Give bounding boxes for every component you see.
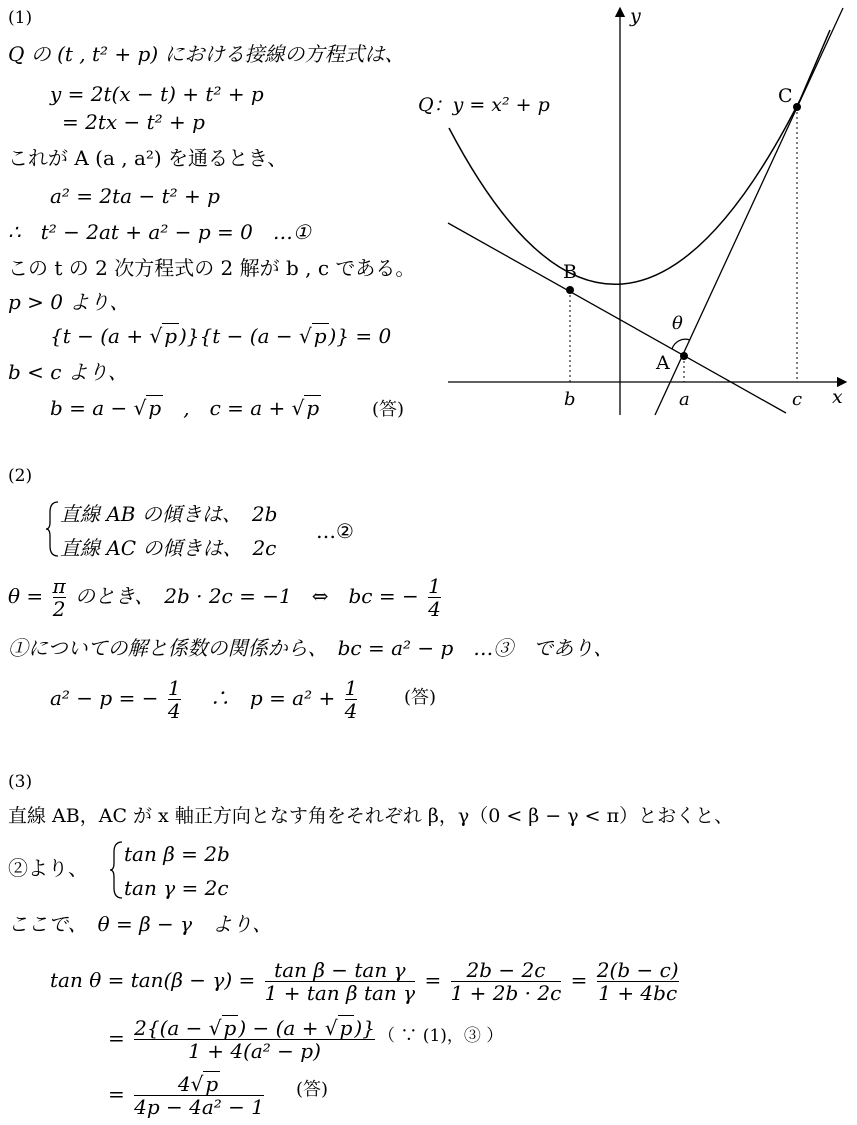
equals-2: = <box>570 968 588 992</box>
point-c-label: C <box>778 85 793 107</box>
part1-intro: Q の (t , t² + p) における接線の方程式は、 <box>8 42 405 66</box>
equation-a: a² = 2ta − t² + p <box>50 184 220 208</box>
brace-2 <box>46 500 60 558</box>
answer-separator: , <box>163 396 210 420</box>
answer-mark-3: (答) <box>296 1079 329 1100</box>
tick-c-label: c <box>792 389 803 410</box>
parabola-curve <box>449 30 830 284</box>
point-b-label: B <box>563 261 577 283</box>
quarter-num: 1 <box>428 574 441 598</box>
angle-label: θ <box>672 313 683 334</box>
frac-3-den: 1 + 4bc <box>598 981 678 1005</box>
from-2: ②より、 <box>8 856 88 880</box>
frac-4 <box>134 1017 375 1062</box>
point-a-label: A <box>656 352 670 374</box>
b-less-c: b < c より、 <box>8 360 128 384</box>
answer-mark-2: (答) <box>404 687 437 708</box>
result-p <box>50 672 360 724</box>
vieta-relation: ①についての解と係数の関係から、 bc = a² − p …③ であり、 <box>8 636 614 660</box>
frac-1-num: tan β − tan γ <box>274 958 406 982</box>
theta-difference: ここで、 θ = β − γ より、 <box>8 912 273 936</box>
tick-a-label: a <box>679 389 690 410</box>
result-frac-2 <box>345 677 358 722</box>
frac-5-num <box>134 1073 264 1095</box>
tan-theta-lhs: tan θ = tan(β − γ) = <box>50 968 256 992</box>
factor-part-c: )}{t − (a − <box>179 324 299 348</box>
theta-condition <box>8 570 444 622</box>
axis-x-label: x <box>832 386 843 408</box>
frac-4-num-e: )} <box>354 1016 375 1040</box>
axis-y-label: y <box>630 5 641 27</box>
frac-2-num: 2b − 2c <box>466 958 546 982</box>
frac-2 <box>451 959 562 1004</box>
part3-intro: 直線 AB，AC が x 軸正方向となす角をそれぞれ β，γ（0 < β − γ < π）とおくと、 <box>8 805 734 827</box>
sqrt-symbol <box>191 1072 204 1096</box>
result-frac-1 <box>168 677 181 722</box>
result-mid: ∴ p = a² + <box>189 686 336 710</box>
equals-3: = <box>108 1026 125 1050</box>
quadratic-eq-1: ∴ t² − 2at + a² − p = 0 …① <box>8 220 311 244</box>
frac-5 <box>134 1073 264 1118</box>
pi-den: 2 <box>52 597 66 621</box>
sqrt-symbol <box>209 1016 222 1040</box>
p-condition: p > 0 より、 <box>8 290 130 314</box>
frac-4-num-b: p <box>223 1016 237 1040</box>
roots-statement: この t の 2 次方程式の 2 解が b , c である。 <box>8 256 416 280</box>
sqrt-symbol <box>325 1016 338 1040</box>
tangent-eq-2: = 2tx − t² + p <box>62 110 205 134</box>
tan-beta: tan β = 2b <box>124 842 230 866</box>
factor-sqrt-1: p <box>164 324 177 348</box>
frac-2-den: 1 + 2b · 2c <box>450 981 562 1005</box>
final-line <box>108 1066 267 1122</box>
part1-label: (1) <box>8 8 33 28</box>
theta-post: のとき、 2b · 2c = −1 ⇔ bc = − <box>75 584 419 608</box>
pi-over-2 <box>53 575 66 620</box>
tangent-line-ab <box>448 223 786 413</box>
equals-1: = <box>424 968 442 992</box>
frac-3-num: 2(b − c) <box>596 958 679 982</box>
frac-5-num-a: 4 <box>177 1072 191 1096</box>
substitution-line <box>108 1010 378 1066</box>
frac-5-den: 4p − 4a² − 1 <box>134 1095 264 1119</box>
frac-4-num-a: 2{(a − <box>134 1016 209 1040</box>
result-frac-1-den: 4 <box>167 699 181 723</box>
result-frac-2-num: 1 <box>344 676 358 700</box>
because-note: （ ∵ (1)，③ ） <box>378 1026 504 1046</box>
frac-4-den: 1 + 4(a² − p) <box>134 1039 375 1062</box>
frac-4-num-c: ) − (a + <box>238 1016 325 1040</box>
tick-b-label: b <box>564 389 576 410</box>
slope-ac: 直線 AC の傾きは、 2c <box>60 536 277 560</box>
theta-pre: θ = <box>8 584 44 608</box>
ref-2: …② <box>316 519 354 543</box>
factor-part-a: {t − (a + <box>50 324 150 348</box>
tan-theta-expansion <box>50 952 682 1008</box>
part3-label: (3) <box>8 772 33 792</box>
tan-gamma: tan γ = 2c <box>124 876 229 900</box>
pi-num: π <box>52 574 66 598</box>
result-frac-2-den: 4 <box>344 699 358 723</box>
factor-sqrt-2: p <box>313 324 327 348</box>
frac-3 <box>597 959 679 1004</box>
answer-mark-1: (答) <box>372 399 405 420</box>
answer-c-sqrt: p <box>306 396 320 420</box>
curve-label: Q：y = x² + p <box>418 94 550 116</box>
slope-ab: 直線 AB の傾きは、 2b <box>60 502 278 526</box>
answer-c: c = a + <box>209 396 292 420</box>
frac-5-num-b: p <box>205 1072 219 1096</box>
frac-4-num-d: p <box>339 1016 353 1040</box>
answer-b-sqrt: p <box>148 396 162 420</box>
frac-1 <box>265 959 415 1004</box>
pass-through-a: これが A (a , a²) を通るとき、 <box>8 146 288 170</box>
point-c-dot <box>793 103 801 111</box>
result-pre: a² − p = − <box>50 686 159 710</box>
result-frac-1-num: 1 <box>167 676 181 700</box>
quarter-den: 4 <box>428 597 441 621</box>
quarter-frac <box>428 575 441 620</box>
equals-4: = <box>108 1082 125 1106</box>
frac-4-num <box>134 1017 375 1039</box>
brace-3 <box>110 840 124 900</box>
answer-b: b = a − <box>50 396 134 420</box>
point-b-dot <box>566 286 574 294</box>
frac-1-den: 1 + tan β tan γ <box>264 981 416 1005</box>
parabola-graph <box>0 0 857 440</box>
tangent-eq-1: y = 2t(x − t) + t² + p <box>50 82 264 106</box>
part2-label: (2) <box>8 466 33 486</box>
factor-part-e: )} = 0 <box>328 324 392 348</box>
point-a-dot <box>680 352 688 360</box>
